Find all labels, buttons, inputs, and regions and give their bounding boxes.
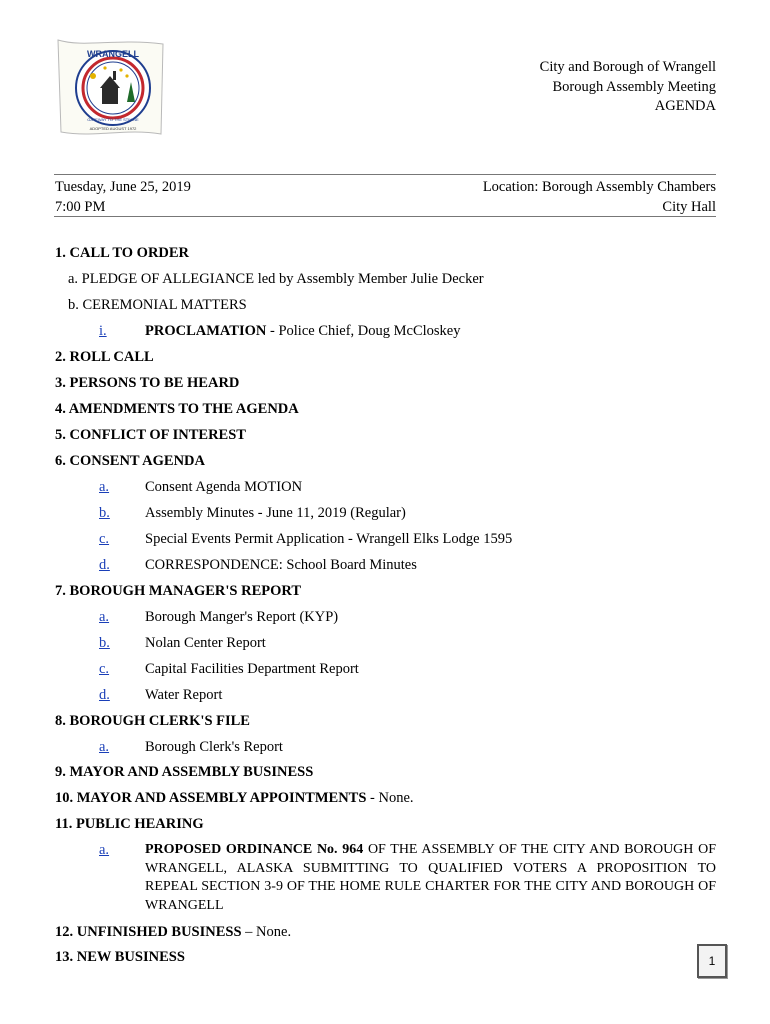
agenda-item-call-to-order: 1. CALL TO ORDER — [55, 245, 190, 261]
meeting-location-label: Location: Borough Assembly Chambers — [482, 179, 716, 195]
manager-subitem-text: Nolan Center Report — [145, 635, 266, 651]
consent-subitem-text: CORRESPONDENCE: School Board Minutes — [145, 557, 417, 573]
header-meeting: Borough Assembly Meeting — [552, 78, 716, 95]
meeting-place: City Hall — [662, 198, 716, 215]
manager-subitem-text: Capital Facilities Department Report — [145, 661, 359, 677]
agenda-item-clerk-file: 8. BOROUGH CLERK'S FILE — [55, 713, 250, 729]
manager-subitem-link[interactable]: a. — [99, 609, 110, 625]
agenda-item-roll-call: 2. ROLL CALL — [55, 349, 154, 365]
unfinished-detail: – None. — [241, 924, 292, 940]
document-header — [540, 58, 716, 117]
consent-subitem-link[interactable]: c. — [99, 531, 110, 547]
top-divider — [54, 174, 716, 175]
logo-ring-text: GATEWAY TO THE STIKINE — [87, 117, 139, 122]
logo-bottom-text: ADOPTED AUGUST 1972 — [89, 126, 137, 131]
header-org: City and Borough of Wrangell — [539, 59, 716, 75]
manager-subitem-text: Borough Manger's Report (KYP) — [145, 609, 339, 625]
agenda-item-mayor-business: 9. MAYOR AND ASSEMBLY BUSINESS — [55, 764, 314, 780]
manager-subitem-link[interactable]: c. — [99, 661, 110, 677]
agenda-item-unfinished-business — [55, 922, 291, 942]
consent-subitem-link[interactable]: d. — [99, 557, 110, 573]
ordinance-description — [145, 841, 716, 915]
manager-subitem-text: Water Report — [145, 687, 223, 703]
consent-subitem-text: Special Events Permit Application - Wrangell Elks Lodge 1595 — [145, 531, 513, 547]
appointments-title: 10. MAYOR AND ASSEMBLY APPOINTMENTS — [55, 790, 367, 806]
clerk-subitem-text: Borough Clerk's Report — [145, 739, 283, 755]
agenda-item-ceremonial-matters: b. CEREMONIAL MATTERS — [68, 297, 247, 313]
proclamation-detail: - Police Chief, Doug McCloskey — [266, 323, 461, 339]
agenda-item-manager-report: 7. BOROUGH MANAGER'S REPORT — [55, 583, 302, 599]
agenda-item-persons-heard: 3. PERSONS TO BE HEARD — [55, 375, 240, 391]
agenda-item-public-hearing: 11. PUBLIC HEARING — [55, 816, 204, 832]
ordinance-detail: OF THE ASSEMBLY OF THE CITY AND BOROUGH OF WRANGELL, ALASKA SUBMITTING TO QUALIFIED VOTERS A PROPOSITION TO REPEAL SECTION 3-9 OF THE HOME RULE CHARTER FOR THE CITY AND BOROUGH OF WRANGELL — [145, 842, 716, 913]
agenda-item-conflict: 5. CONFLICT OF INTEREST — [55, 427, 246, 443]
ordinance-title: PROPOSED ORDINANCE No. 964 — [145, 842, 364, 857]
bottom-divider — [54, 216, 716, 217]
logo-top-text: WRANGELL — [87, 49, 139, 59]
agenda-item-appointments — [55, 788, 414, 808]
proclamation-link[interactable]: i. — [99, 323, 107, 339]
wrangell-seal-logo — [55, 38, 165, 138]
consent-subitem-text: Consent Agenda MOTION — [145, 479, 303, 495]
agenda-item-amendments: 4. AMENDMENTS TO THE AGENDA — [55, 401, 299, 417]
manager-subitem-link[interactable]: b. — [99, 635, 110, 651]
appointments-detail: - None. — [366, 790, 414, 806]
consent-subitem-text: Assembly Minutes - June 11, 2019 (Regular) — [145, 505, 406, 521]
clerk-subitem-link[interactable]: a. — [99, 739, 110, 755]
consent-subitem-link[interactable]: a. — [99, 479, 110, 495]
agenda-item-new-business: 13. NEW BUSINESS — [55, 949, 185, 965]
agenda-item-pledge: a. PLEDGE OF ALLEGIANCE led by Assembly Member Julie Decker — [68, 271, 484, 287]
consent-subitem-link[interactable]: b. — [99, 505, 110, 521]
meeting-date: Tuesday, June 25, 2019 — [55, 179, 191, 195]
page-number: 1 — [697, 944, 727, 978]
proclamation-title: PROCLAMATION — [145, 323, 267, 339]
agenda-item-consent: 6. CONSENT AGENDA — [55, 453, 205, 469]
unfinished-title: 12. UNFINISHED BUSINESS — [55, 924, 242, 940]
meeting-location — [483, 178, 716, 217]
meeting-datetime — [55, 178, 191, 217]
header-agenda: AGENDA — [654, 98, 716, 114]
ordinance-link[interactable]: a. — [99, 842, 110, 858]
meeting-time: 7:00 PM — [55, 198, 106, 215]
manager-subitem-link[interactable]: d. — [99, 687, 110, 703]
